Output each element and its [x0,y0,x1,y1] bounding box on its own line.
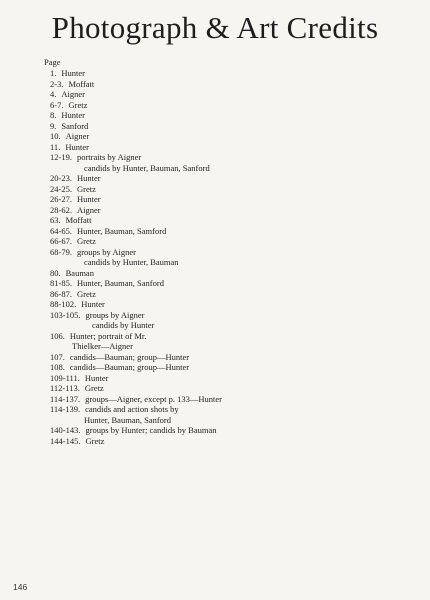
credit-entry [50,352,390,363]
credit-entry [50,79,390,90]
credit-page-range: 20-23. [50,173,72,183]
credit-page-range: 26-27. [50,194,72,204]
credit-continuation: candids by Hunter [92,320,155,330]
credit-page-range: 9. [50,120,57,131]
credit-photographer: Aigner [76,204,101,215]
credit-page-range: 103-105. [50,309,81,320]
credit-page-range: 114-137. [50,393,81,404]
credit-continuation: candids by Hunter, Bauman, Sanford [84,162,210,173]
credit-entry [50,89,390,100]
credit-photographer: Moffatt [65,215,92,225]
credit-page-range: 11. [50,141,61,152]
credit-entry [50,236,390,247]
credit-photographer: candids—Bauman; group—Hunter [69,362,190,372]
credit-page-range: 10. [50,131,61,141]
credit-page-range: 86-87. [50,288,72,299]
credit-photographer: Hunter [61,68,85,78]
credit-entry [50,278,390,289]
credit-page-range: 81-85. [50,278,72,288]
credit-page-range: 6-7. [50,99,64,110]
credit-entry [50,68,390,79]
credit-entry [50,152,390,163]
credit-page-range: 109-111. [50,372,80,383]
credits-list [50,68,390,446]
credit-photographer: Gretz [68,99,88,110]
credit-page-range: 108. [50,362,65,372]
credit-entry [50,268,390,279]
credit-continuation: Thielker—Aigner [72,341,133,351]
credit-page-range: 28-62. [50,204,72,215]
credit-page-range: 88-102. [50,299,77,309]
page-number: 146 [13,582,28,592]
credit-photographer: Gretz [84,383,104,393]
credit-photographer: Hunter; portrait of Mr. [69,330,147,341]
credit-photographer: Gretz [76,236,96,246]
credit-entry [50,394,390,405]
credit-continuation: Hunter, Bauman, Sanford [84,414,172,425]
credit-entry [50,404,390,415]
credit-entry [50,184,390,195]
credit-entry [50,121,390,132]
credit-photographer: candids and action shots by [85,404,179,414]
credit-photographer: Gretz [76,183,96,194]
credit-continuation: candids by Hunter, Bauman [84,257,179,267]
credit-entry [50,215,390,226]
credit-page-range: 64-65. [50,225,72,236]
credit-page-range: 68-79. [50,246,72,257]
credit-photographer: Hunter [81,299,105,309]
credit-photographer: Hunter, Bauman, Sanford [76,278,164,288]
credit-entry [50,310,390,321]
credit-page-range: 24-25. [50,183,72,194]
credit-photographer: Bauman [65,267,94,278]
credit-entry [50,299,390,310]
credit-entry [50,373,390,384]
credit-photographer: groups—Aigner, except p. 133—Hunter [85,393,222,404]
credit-photographer: Gretz [85,435,105,446]
credit-entry [50,100,390,111]
credit-page-range: 1. [50,68,57,78]
credit-entry [50,131,390,142]
credit-photographer: Hunter [65,141,89,152]
credit-entry [50,110,390,121]
credit-entry [50,142,390,153]
credit-page-range: 63. [50,215,61,225]
credit-photographer: Sanford [61,120,89,131]
credit-page-range: 66-67. [50,236,72,246]
credit-entry [50,194,390,205]
credit-photographer: groups by Aigner [76,246,136,257]
credit-page-range: 2-3. [50,78,64,89]
credit-photographer: Hunter, Bauman, Samford [76,225,167,236]
credit-photographer: Hunter [76,173,101,183]
credit-page-range: 80. [50,267,61,278]
credit-entry [50,247,390,258]
credit-photographer: Gretz [76,288,96,299]
credit-entry [50,331,390,342]
credit-entry [50,226,390,237]
credit-photographer: Hunter [76,194,101,204]
credit-photographer: Hunter [84,372,109,383]
page-title: Photograph & Art Credits [51,10,379,45]
credit-page-range: 114-139. [50,404,81,414]
credit-page-range: 12-19. [50,152,72,162]
credit-photographer: Hunter [61,110,85,120]
credit-photographer: portraits by Aigner [76,152,142,162]
credit-page-range: 144-145. [50,435,81,446]
credit-page-range: 106. [50,330,65,341]
credit-page-range: 107. [50,351,65,362]
credit-entry [50,362,390,373]
credit-page-range: 140-143. [50,425,81,435]
credit-entry [50,383,390,394]
credit-entry [50,173,390,184]
credit-entry [50,205,390,216]
credit-page-range: 112-113. [50,383,80,393]
credit-photographer: groups by Aigner [85,309,145,320]
credit-entry [50,436,390,447]
credit-photographer: groups by Hunter; candids by Bauman [85,425,217,435]
credit-entry [50,289,390,300]
credit-page-range: 8. [50,110,57,120]
credit-photographer: Moffatt [68,78,95,89]
credit-page-range: 4. [50,89,57,99]
credit-photographer: Aigner [61,89,85,99]
credit-photographer: Aigner [65,131,90,141]
credit-entry [50,425,390,436]
page-column-label: Page [44,57,61,67]
credit-photographer: candids—Bauman; group—Hunter [69,351,190,362]
